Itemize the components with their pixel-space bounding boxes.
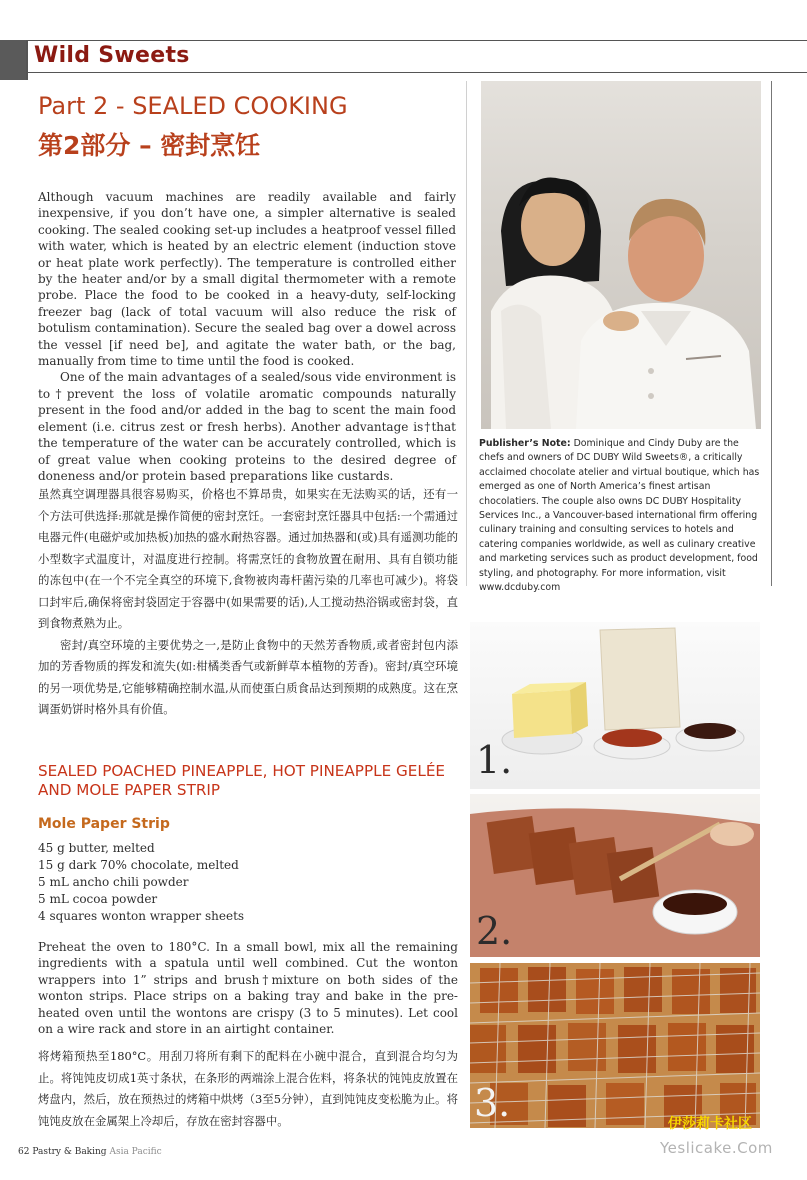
ingredient-item: 5 mL cocoa powder <box>38 892 158 906</box>
ingredient-list <box>38 840 244 925</box>
article-body-english <box>38 189 456 484</box>
paragraph: 虽然真空调理器具很容易购买，价格也不算昂贵，如果实在无法购买的话，还有一个方法可供选择:那就是操作简便的密封烹饪。一套密封烹饪器具中包括:一个需通过电器元件(电磁炉或加热板)加热的盛水耐热容器。通过加热器和(或)具有遥测功能的小型数字式温度计，对温度进行控制。将需烹饪的食物放置在耐用、具有自锁功能的冻包中(在一个不完全真空的环境下,食物被肉毒杆菌污染的几率也可减少)。将袋口封牢后,确保将密封袋固定于容器中(如果需要的话),人工搅动热浴锅或密封袋，直到食物煮熟为止。 <box>38 487 458 630</box>
paragraph: One of the main advantages of a sealed/sous vide environment is to†prevent the loss of volatile aromatic compounds naturally present in the food and/or added in the bag to scent the main food element (i.e. citrus zest or fresh herbs). Another advantage is†that the temperature of the water can be accurately controlled, which is of great value when cooking proteins to the desired degree of doneness and/or protein based preparations like custards. <box>38 370 456 483</box>
ingredient-item: 15 g dark 70% chocolate, melted <box>38 858 239 872</box>
page-number: 62 <box>18 1147 30 1157</box>
paragraph: Although vacuum machines are readily available and fairly inexpensive, if you don’t have one, a simpler alternative is sealed cooking. The sealed cooking set-up includes a heatproof vessel filled with water, which is heated by an electric element (induction stove or heat plate work perfectly). The temperature is controlled either by the heater and/or by a small digital thermometer with a remote probe. Place the food to be cooked in a heavy-duty, self-locking freezer bag (lack of total vacuum will also reduce the risk of botulism contamination). Secure the sealed bag over a dowel across the vessel [if need be], and agitate the water bath, or the bag, manually from time to time until the food is cooked. <box>38 190 456 369</box>
step-number: 1. <box>476 738 513 782</box>
part-title-chinese: 第2部分 – 密封烹饪 <box>38 131 261 160</box>
watermark-english: Yeslicake.Com <box>660 1139 773 1157</box>
recipe-title: SEALED POACHED PINEAPPLE, HOT PINEAPPLE GELÉE AND MOLE PAPER STRIP <box>38 762 446 799</box>
publisher-note-label: Publisher’s Note: <box>479 438 571 449</box>
section-title: Wild Sweets <box>34 43 190 68</box>
step-3-photo <box>470 963 760 1128</box>
ingredient-item: 5 mL ancho chili powder <box>38 875 189 889</box>
header-divider <box>26 40 28 80</box>
article-body-chinese <box>38 484 458 721</box>
page-footer <box>18 1147 162 1157</box>
ingredient-item: 45 g butter, melted <box>38 841 155 855</box>
publisher-note <box>479 437 763 595</box>
step-number: 3. <box>474 1081 511 1125</box>
step-number: 2. <box>476 909 513 953</box>
paragraph: 密封/真空环境的主要优势之一,是防止食物中的天然芳香物质,或者密封包内添加的芳香物质的挥发和流失(如:柑橘类香气或新鲜草本植物的芳香)。密封/真空环境的另一项优势是,它能够精确控制水温,从而使蛋白质食品达到预期的成熟度。这在烹调蛋奶饼时格外具有价值。 <box>38 637 458 716</box>
magazine-region: Asia Pacific <box>109 1147 162 1157</box>
part-title-english: Part 2 - SEALED COOKING <box>38 92 348 120</box>
step-2-photo <box>470 794 760 957</box>
header-accent-bar <box>0 40 26 80</box>
header-rule-bottom <box>26 72 807 73</box>
method-chinese: 将烤箱预热至180°C。用刮刀将所有剩下的配料在小碗中混合，直到混合均匀为止。将饨饨皮切成1英寸条状，在条形的两端涂上混合佐料，将条状的饨饨皮放置在烤盘内，然后，放在预热过的烤箱中烘烤（3至5分钟），直到饨饨皮变松脆为止。将饨饨皮放在金属架上冷却后，存放在密封容器中。 <box>38 1049 458 1128</box>
recipe-subtitle: Mole Paper Strip <box>38 816 170 832</box>
column-divider <box>771 81 772 586</box>
watermark-chinese: 伊莎莉卡社区 <box>668 1116 752 1132</box>
step-1-photo <box>470 622 760 789</box>
method-english: Preheat the oven to 180°C. In a small bowl, mix all the remaining ingredients with a spatula until well combined. Cut the wonton wrappers into 1” strips and brush†mixture on both sides of the wonton strips. Place strips on a baking tray and bake in the pre-heated oven until the wontons are crispy (3 to 5 minutes). Let cool on a wire rack and store in an airtight container. <box>38 940 458 1037</box>
chefs-photo <box>481 81 761 429</box>
ingredient-item: 4 squares wonton wrapper sheets <box>38 909 245 923</box>
column-divider <box>466 81 467 586</box>
magazine-name: Pastry & Baking <box>32 1147 107 1157</box>
publisher-note-text: Dominique and Cindy Duby are the chefs and owners of DC DUBY Wild Sweets®, a critically acclaimed chocolate atelier and virtual boutique, which has emerged as one of North America’s finest artisan chocolatiers. The couple also owns DC DUBY Hospitality Services Inc., a Vancouver-based international firm offering culinary training and consulting services to hotels and catering companies worldwide, as well as culinary creative and marketing services such as product development, food styling, and photography. For more information, visit www.dcduby.com <box>479 438 760 594</box>
header-rule-top <box>26 40 807 41</box>
